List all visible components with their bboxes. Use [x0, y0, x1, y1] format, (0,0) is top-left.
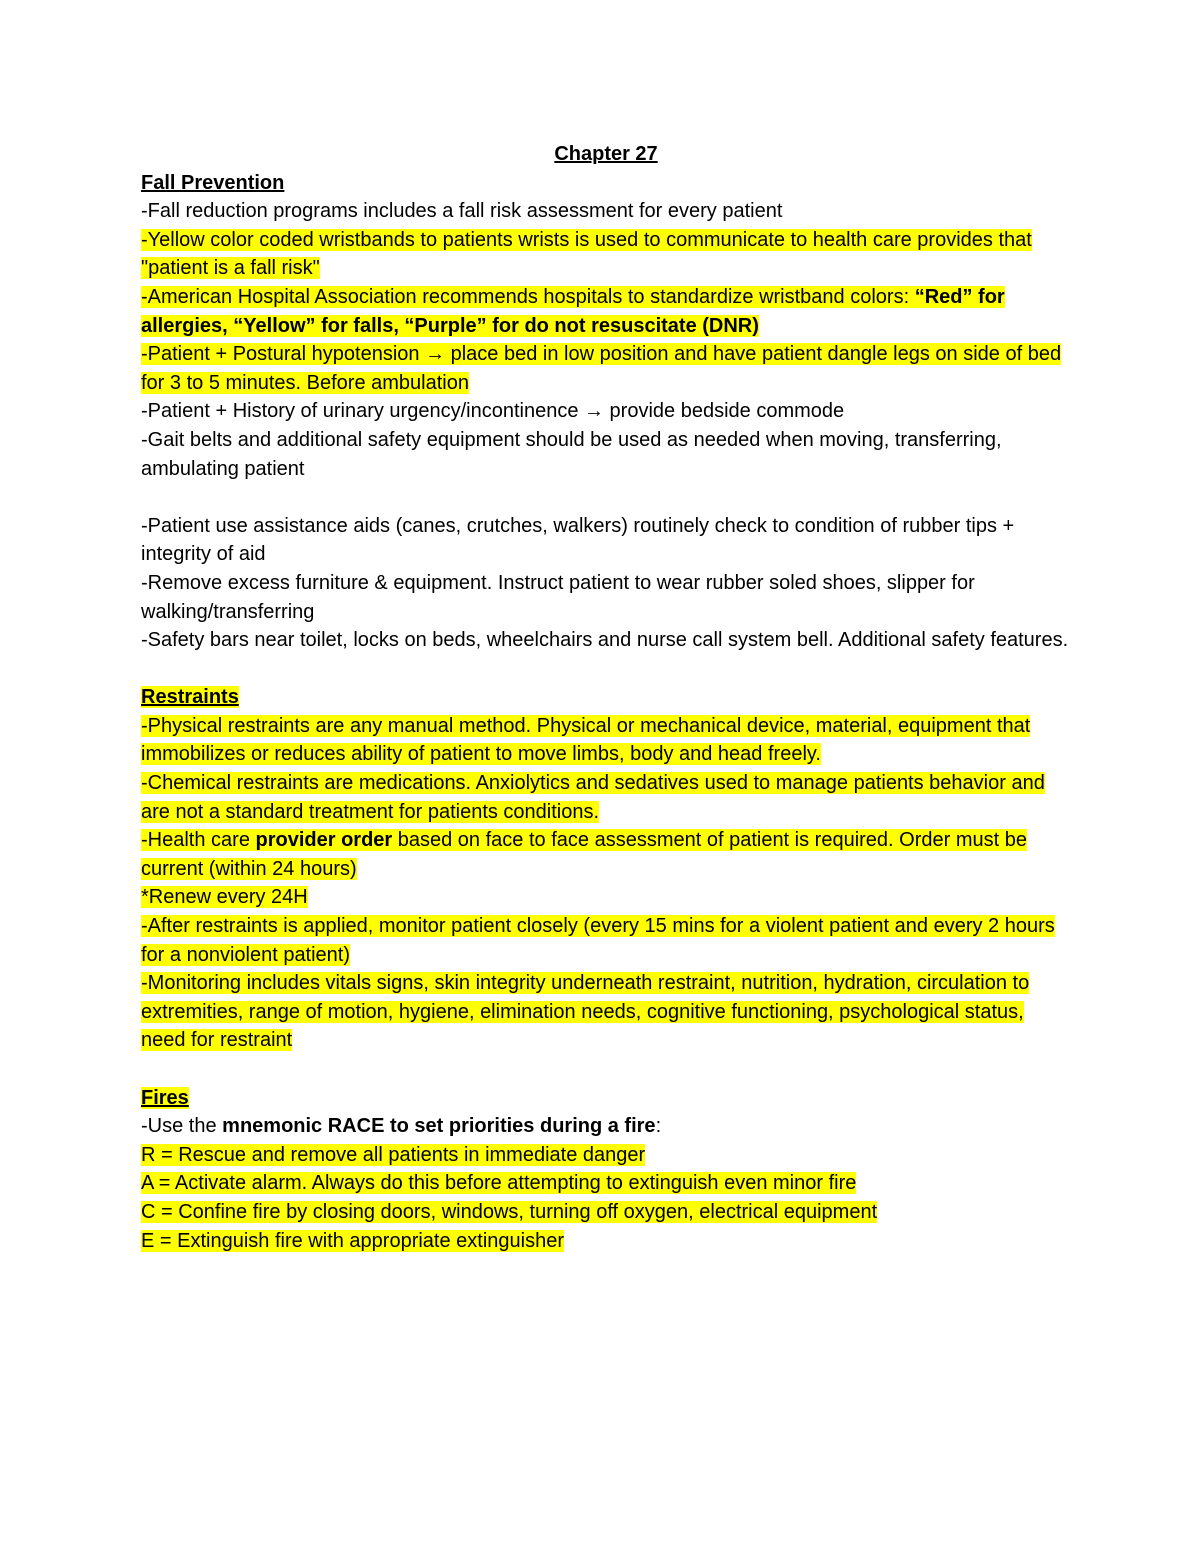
- paragraph: -Patient use assistance aids (canes, crutches, walkers) routinely check to condition of rubber tips + integrity of aid: [141, 514, 1015, 566]
- paragraph-highlighted: -Physical restraints are any manual method. Physical or mechanical device, material, equipment that immobilizes or reduces ability of patient to move limbs, body and head freely.: [141, 714, 1031, 766]
- paragraph: -Remove excess furniture & equipment. Instruct patient to wear rubber soled shoes, slipper for walking/transferring: [141, 571, 975, 623]
- page-title: Chapter 27: [554, 143, 658, 165]
- paragraph-highlighted: -Patient + Postural hypotension → place bed in low position and have patient dangle legs on side of bed for 3 to 5 minutes. Before ambulation: [141, 343, 1062, 394]
- list-item: A = Activate alarm. Always do this before attempting to extinguish even minor fire: [141, 1172, 857, 1195]
- document-body: [141, 140, 1071, 1255]
- section-heading-restraints: Restraints: [141, 686, 239, 709]
- section-heading-fall-prevention: Fall Prevention: [141, 171, 285, 194]
- paragraph: -Fall reduction programs includes a fall risk assessment for every patient: [141, 200, 783, 223]
- spacer: [141, 1055, 1071, 1084]
- paragraph-highlighted: -Chemical restraints are medications. Anxiolytics and sedatives used to manage patients behavior and are not a standard treatment for patients conditions.: [141, 772, 1045, 823]
- section-heading-fires: Fires: [141, 1086, 189, 1109]
- paragraph: -Use the mnemonic RACE to set priorities during a fire:: [141, 1115, 662, 1138]
- paragraph-highlighted: -After restraints is applied, monitor patient closely (every 15 mins for a violent patient and every 2 hours for a nonviolent patient): [141, 915, 1055, 966]
- list-item: E = Extinguish fire with appropriate extinguisher: [141, 1229, 565, 1252]
- paragraph: -Gait belts and additional safety equipment should be used as needed when moving, transferring, ambulating patient: [141, 428, 1002, 480]
- spacer: [141, 483, 1071, 512]
- paragraph-highlighted: *Renew every 24H: [141, 886, 308, 909]
- list-item: C = Confine fire by closing doors, windows, turning off oxygen, electrical equipment: [141, 1200, 878, 1223]
- paragraph-highlighted: -Monitoring includes vitals signs, skin integrity underneath restraint, nutrition, hydration, circulation to extremities, range of motion, hygiene, elimination needs, cognitive functioning, psychological status, need for restraint: [141, 972, 1030, 1052]
- paragraph: -Patient + History of urinary urgency/incontinence → provide bedside commode: [141, 400, 845, 423]
- paragraph-highlighted: -Health care provider order based on face to face assessment of patient is required. Order must be current (within 24 hours): [141, 829, 1027, 880]
- paragraph-highlighted: -Yellow color coded wristbands to patients wrists is used to communicate to health care provides that "patient is a fall risk": [141, 228, 1032, 280]
- spacer: [141, 655, 1071, 684]
- paragraph-highlighted: -American Hospital Association recommends hospitals to standardize wristband colors: “Red” for allergies, “Yellow” for falls, “Purple” for do not resuscitate (DNR): [141, 285, 1005, 337]
- paragraph: -Safety bars near toilet, locks on beds, wheelchairs and nurse call system bell. Additional safety features.: [141, 629, 1069, 652]
- list-item: R = Rescue and remove all patients in immediate danger: [141, 1143, 646, 1166]
